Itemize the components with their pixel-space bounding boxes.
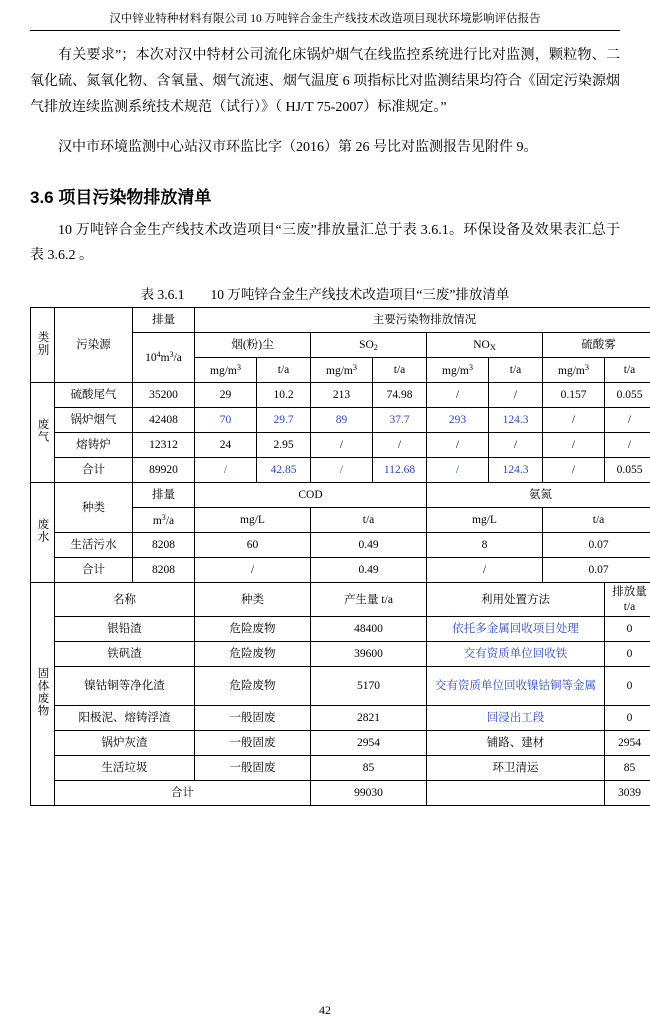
cell-ww-emission: 8208 bbox=[133, 558, 195, 583]
cell-ww-emission: 8208 bbox=[133, 533, 195, 558]
header-acid-mist: 硫酸雾 bbox=[543, 333, 650, 358]
header-sw-kind: 种类 bbox=[195, 583, 311, 617]
header-sw-disposal: 利用处置方法 bbox=[427, 583, 605, 617]
cell-so2-load: 37.7 bbox=[373, 408, 427, 433]
header-unit-mgm3: $mg/m^3$ bbox=[195, 358, 257, 383]
paragraph-2: 汉中市环境监测中心站汉市环监比字（2016）第 26 号比对监测报告见附件 9。 bbox=[58, 139, 538, 155]
cell-sw-name: 铁矾渣 bbox=[55, 642, 195, 667]
cell-sw-kind: 一般固废 bbox=[195, 706, 311, 731]
cell-sw-total-emission: 3039 bbox=[605, 781, 650, 806]
cell-dust-conc: 29 bbox=[195, 383, 257, 408]
cell-nh-load: 0.07 bbox=[543, 558, 650, 583]
cell-acid-conc: / bbox=[543, 408, 605, 433]
paragraph-3: 10 万吨锌合金生产线技术改造项目“三废”排放量汇总于表 3.6.1。环保设备及效果表汇总于表 3.6.2 。 bbox=[30, 222, 620, 264]
cell-sw-emission: 0 bbox=[605, 642, 650, 667]
cell-cod-conc: / bbox=[195, 558, 311, 583]
table-row bbox=[31, 533, 650, 558]
page-number: 42 bbox=[319, 1003, 331, 1017]
cell-sw-disposal: 铺路、建材 bbox=[427, 731, 605, 756]
cell-source: 合计 bbox=[55, 458, 133, 483]
cell-sw-production: 39600 bbox=[311, 642, 427, 667]
header-main-pollutants: 主要污染物排放情况 bbox=[195, 308, 650, 333]
cell-nh-load: 0.07 bbox=[543, 533, 650, 558]
cell-so2-load: 74.98 bbox=[373, 383, 427, 408]
cell-dust-conc: 70 bbox=[195, 408, 257, 433]
table-row bbox=[31, 706, 650, 731]
cell-nox-load: 124.3 bbox=[489, 408, 543, 433]
header-ww-unit: $m^3/a$ bbox=[133, 508, 195, 533]
header-cod: COD bbox=[195, 483, 427, 508]
header-category: 类别 bbox=[31, 308, 55, 383]
cell-source: 熔铸炉 bbox=[55, 433, 133, 458]
cell-sw-production: 5170 bbox=[311, 667, 427, 706]
header-unit-ta: t/a bbox=[489, 358, 543, 383]
header-sw-name: 名称 bbox=[55, 583, 195, 617]
cell-cod-conc: 60 bbox=[195, 533, 311, 558]
header-unit-mgm3: $mg/m^3$ bbox=[311, 358, 373, 383]
header-ammonia: 氨氮 bbox=[427, 483, 650, 508]
header-dust: 烟(粉)尘 bbox=[195, 333, 311, 358]
table-total-row bbox=[31, 458, 650, 483]
cell-sw-emission: 0 bbox=[605, 667, 650, 706]
table-total-row bbox=[31, 781, 650, 806]
cell-nh-conc: / bbox=[427, 558, 543, 583]
cell-ww-kind: 合计 bbox=[55, 558, 133, 583]
table-header-row bbox=[31, 483, 650, 508]
cell-sw-emission: 0 bbox=[605, 706, 650, 731]
table-row bbox=[31, 408, 650, 433]
cell-so2-conc: / bbox=[311, 458, 373, 483]
cell-nox-load: / bbox=[489, 383, 543, 408]
cell-source: 硫酸尾气 bbox=[55, 383, 133, 408]
cell-source: 锅炉烟气 bbox=[55, 408, 133, 433]
cell-sw-kind: 一般固废 bbox=[195, 731, 311, 756]
cell-sw-kind: 危险废物 bbox=[195, 617, 311, 642]
table-header-row bbox=[31, 583, 650, 617]
section-heading: 3.6 项目污染物排放清单 bbox=[30, 187, 212, 207]
header-unit-mgm3: $mg/m^3$ bbox=[543, 358, 605, 383]
header-sw-production: 产生量 t/a bbox=[311, 583, 427, 617]
cell-sw-production: 2821 bbox=[311, 706, 427, 731]
cell-so2-conc: 89 bbox=[311, 408, 373, 433]
cell-nox-conc: / bbox=[427, 433, 489, 458]
header-cod-ta: t/a bbox=[311, 508, 427, 533]
cell-ww-kind: 生活污水 bbox=[55, 533, 133, 558]
cell-nox-conc: / bbox=[427, 458, 489, 483]
header-unit-ta: t/a bbox=[605, 358, 650, 383]
table-caption bbox=[30, 283, 620, 303]
cell-dust-load: 10.2 bbox=[257, 383, 311, 408]
cell-acid-load: / bbox=[605, 408, 650, 433]
cell-emission: 12312 bbox=[133, 433, 195, 458]
cell-so2-load: / bbox=[373, 433, 427, 458]
row-group-waste-water: 废水 bbox=[31, 483, 55, 583]
table-caption-title: 10 万吨锌合金生产线技术改造项目“三废”排放清单 bbox=[210, 287, 510, 303]
cell-sw-name: 阳极泥、熔铸浮渣 bbox=[55, 706, 195, 731]
cell-sw-disposal: 依托多金属回收项目处理 bbox=[427, 617, 605, 642]
cell-nox-load: 124.3 bbox=[489, 458, 543, 483]
cell-acid-conc: / bbox=[543, 458, 605, 483]
cell-sw-disposal: 交有资质单位回收铁 bbox=[427, 642, 605, 667]
cell-dust-load: 29.7 bbox=[257, 408, 311, 433]
table-row bbox=[31, 383, 650, 408]
paragraph-1: 有关要求”；本次对汉中特材公司流化床锅炉烟气在线监控系统进行比对监测，颗粒物、二氧化硫、氮氧化物、含氧量、烟气流速、烟气温度 6 项指标比对监测结果均符合《固定污染源烟气排放连续监测系统技术规范（试行）》（ HJ/T 75-2007）标准规定。” bbox=[30, 48, 620, 115]
cell-sw-disposal: 回浸出工段 bbox=[427, 706, 605, 731]
table-row bbox=[31, 731, 650, 756]
header-nh-ta: t/a bbox=[543, 508, 650, 533]
cell-sw-kind: 危险废物 bbox=[195, 667, 311, 706]
cell-so2-conc: 213 bbox=[311, 383, 373, 408]
header-so2: $SO_2$ bbox=[311, 333, 427, 358]
header-cod-mgl: mg/L bbox=[195, 508, 311, 533]
cell-emission: 35200 bbox=[133, 383, 195, 408]
cell-so2-conc: / bbox=[311, 433, 373, 458]
cell-sw-total-label: 合计 bbox=[55, 781, 311, 806]
cell-nox-conc: 293 bbox=[427, 408, 489, 433]
cell-sw-name: 银铅渣 bbox=[55, 617, 195, 642]
header-emission: 排量 bbox=[133, 308, 195, 333]
cell-sw-production: 2954 bbox=[311, 731, 427, 756]
cell-so2-load: 112.68 bbox=[373, 458, 427, 483]
table-header-row bbox=[31, 308, 650, 333]
cell-dust-conc: 24 bbox=[195, 433, 257, 458]
header-nox: $NO_X$ bbox=[427, 333, 543, 358]
page-header: 汉中锌业特种材料有限公司 10 万吨锌合金生产线技术改造项目现状环境影响评估报告 bbox=[30, 10, 620, 31]
cell-nh-conc: 8 bbox=[427, 533, 543, 558]
cell-sw-kind: 一般固废 bbox=[195, 756, 311, 781]
header-unit-ta: t/a bbox=[373, 358, 427, 383]
cell-sw-emission: 85 bbox=[605, 756, 650, 781]
header-unit-mgm3: $mg/m^3$ bbox=[427, 358, 489, 383]
emission-inventory-table bbox=[30, 307, 650, 806]
cell-acid-conc: / bbox=[543, 433, 605, 458]
cell-nox-load: / bbox=[489, 433, 543, 458]
cell-sw-disposal: 环卫清运 bbox=[427, 756, 605, 781]
table-caption-label: 表 3.6.1 bbox=[140, 287, 185, 303]
row-group-waste-gas: 废气 bbox=[31, 383, 55, 483]
cell-sw-production: 85 bbox=[311, 756, 427, 781]
cell-acid-load: 0.055 bbox=[605, 383, 650, 408]
header-nh-mgl: mg/L bbox=[427, 508, 543, 533]
cell-sw-total-blank bbox=[427, 781, 605, 806]
cell-nox-conc: / bbox=[427, 383, 489, 408]
cell-sw-name: 生活垃圾 bbox=[55, 756, 195, 781]
table-row bbox=[31, 756, 650, 781]
cell-dust-load: 2.95 bbox=[257, 433, 311, 458]
cell-acid-load: / bbox=[605, 433, 650, 458]
cell-sw-name: 镍钴铜等净化渣 bbox=[55, 667, 195, 706]
row-group-solid-waste: 固体废物 bbox=[31, 583, 55, 806]
cell-acid-conc: 0.157 bbox=[543, 383, 605, 408]
cell-dust-conc: / bbox=[195, 458, 257, 483]
cell-sw-total-production: 99030 bbox=[311, 781, 427, 806]
cell-sw-emission: 0 bbox=[605, 617, 650, 642]
cell-emission: 89920 bbox=[133, 458, 195, 483]
header-ww-emission: 排量 bbox=[133, 483, 195, 508]
cell-dust-load: 42.85 bbox=[257, 458, 311, 483]
cell-emission: 42408 bbox=[133, 408, 195, 433]
cell-sw-production: 48400 bbox=[311, 617, 427, 642]
header-emission-unit: $10^4m^3/a$ bbox=[133, 333, 195, 383]
header-ww-kind: 种类 bbox=[55, 483, 133, 533]
table-row bbox=[31, 617, 650, 642]
cell-cod-load: 0.49 bbox=[311, 533, 427, 558]
table-total-row bbox=[31, 558, 650, 583]
table-row bbox=[31, 642, 650, 667]
cell-sw-emission: 2954 bbox=[605, 731, 650, 756]
header-sw-emission: 排放量 t/a bbox=[605, 583, 650, 617]
header-source: 污染源 bbox=[55, 308, 133, 383]
cell-sw-name: 锅炉灰渣 bbox=[55, 731, 195, 756]
cell-sw-kind: 危险废物 bbox=[195, 642, 311, 667]
cell-acid-load: 0.055 bbox=[605, 458, 650, 483]
table-row bbox=[31, 667, 650, 706]
header-unit-ta: t/a bbox=[257, 358, 311, 383]
table-row bbox=[31, 433, 650, 458]
cell-sw-disposal: 交有资质单位回收镍钴铜等金属 bbox=[427, 667, 605, 706]
cell-cod-load: 0.49 bbox=[311, 558, 427, 583]
